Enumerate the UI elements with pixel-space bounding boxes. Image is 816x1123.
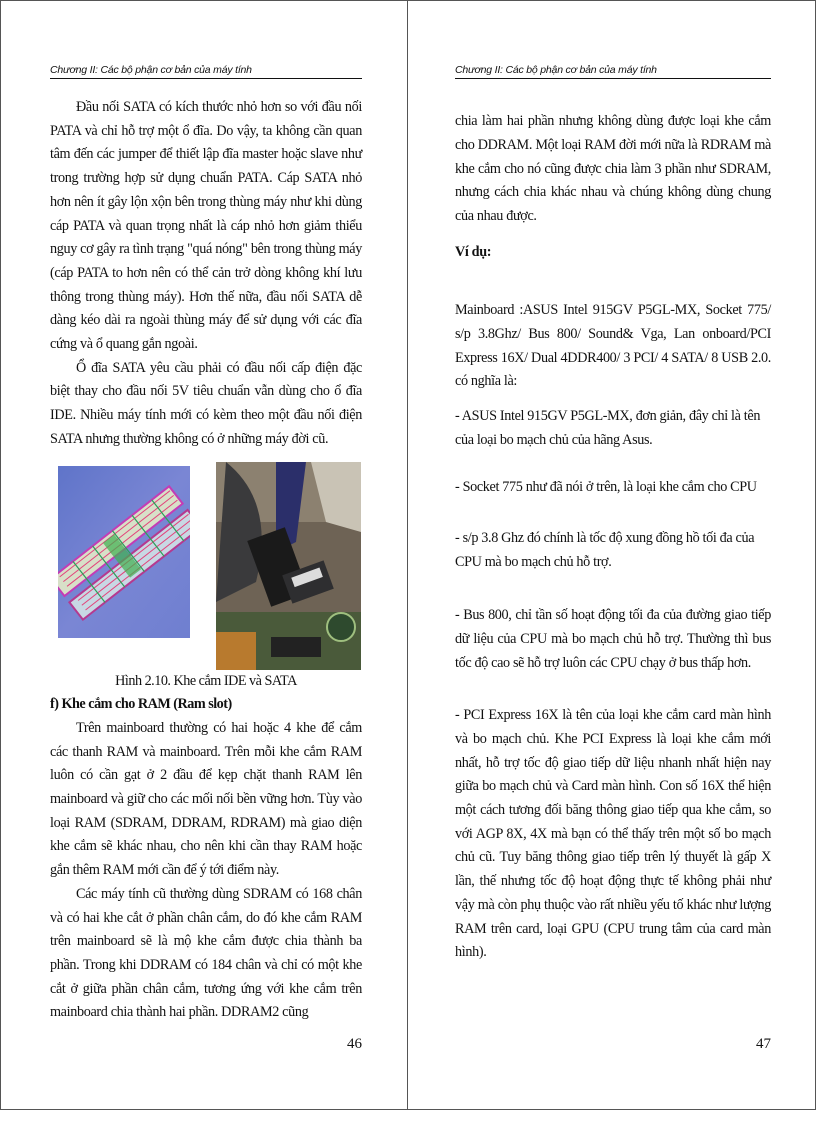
sata-connector-photo	[216, 462, 361, 670]
figure-caption: Hình 2.10. Khe cắm IDE và SATA	[115, 672, 297, 689]
paragraph: Mainboard :ASUS Intel 915GV P5GL-MX, Socket 775/ s/p 3.8Ghz/ Bus 800/ Sound& Vga, Lan onboard/PCI Express 16X/ Dual 4DDR400/ 3 PCI/ 4 SATA/ 8 USB 2.0. có nghĩa là:	[455, 302, 771, 390]
ram-slot-photo	[58, 466, 190, 638]
paragraph: chia làm hai phần nhưng không dùng được loại khe cắm cho DDRAM. Một loại RAM đời mới nữa là RDRAM mà khe cắm cho nó cũng được chia làm 3 phần như SDRAM, nhưng cách chia khác nhau và chúng không dùng chung của nhau được.	[455, 113, 771, 224]
list-item: - Bus 800, chỉ tần số hoạt động tối đa của đường giao tiếp dữ liệu của CPU mà bo mạch chủ hỗ trợ. Thường thì bus tốc độ cao sẽ hỗ trợ luôn các CPU chạy ở bus thấp hơn.	[455, 607, 771, 671]
section-heading: f) Khe cắm cho RAM (Ram slot)	[50, 696, 232, 713]
page-body	[50, 96, 362, 1025]
paragraph: Ổ đĩa SATA yêu cầu phải có đầu nối cấp điện đặc biệt thay cho đầu nối 5V tiêu chuẩn vẫn dùng cho ổ đĩa IDE. Nhiều máy tính mới có kèm theo một đầu nối điện SATA nhưng thường không có ở những máy đời cũ.	[50, 359, 362, 447]
figure	[50, 458, 362, 670]
page-number: 47	[756, 1036, 771, 1052]
paragraph: Đầu nối SATA có kích thước nhỏ hơn so với đầu nối PATA và chỉ hỗ trợ một ổ đĩa. Do vậy, ta không cần quan tâm đến các jumper để thiết lập đĩa master hoặc slave như trong trường hợp sử dụng chuẩn PATA. Cáp SATA nhỏ hơn nên ít gây lộn xộn bên trong thùng máy như khi dùng cáp PATA và quan trọng nhất là cáp nhỏ hơn giảm thiểu nguy cơ gây ra tình trạng "quá nóng" bên trong thùng máy (cáp PATA to hơn nên có thể cản trở dòng không khí lưu thông trong thùng máy). Hơn thế nữa, đầu nối SATA dễ dàng kéo dài ra ngoài thùng máy để sử dụng với các đĩa cứng và ổ quang gắn ngoài.	[50, 99, 362, 353]
list-item: - ASUS Intel 915GV P5GL-MX, đơn giản, đây chỉ là tên của loại bo mạch chủ của hãng Asus.	[455, 408, 761, 448]
page-divider	[407, 0, 408, 1110]
paragraph: Trên mainboard thường có hai hoặc 4 khe để cắm các thanh RAM và mainboard. Trên mỗi khe cắm RAM luôn có cần gạt ở 2 đầu để kẹp chặt thanh RAM lên mainboard và giữ cho các mối nối bền vững hơn. Tùy vào loại RAM (SDRAM, DDRAM, RDRAM) mà giao diện khe cắm sẽ khác nhau, cho nên khi cần thay RAM hoặc gắn thêm RAM mới cần để ý tới điểm này.	[50, 719, 362, 879]
page-header: Chương II: Các bộ phận cơ bản của máy tính	[50, 64, 362, 79]
list-item: - s/p 3.8 Ghz đó chính là tốc độ xung đồng hồ tối đa của CPU mà bo mạch chủ hỗ trợ.	[455, 530, 755, 570]
example-label: Ví dụ:	[455, 244, 492, 261]
paragraph: Các máy tính cũ thường dùng SDRAM có 168 chân và có hai khe cắt ở phần chân cắm, do đó khe cắm RAM trên mainboard sẽ là mộ khe cắm được chia thành ba phần. Trong khi DDRAM có 184 chân và chỉ có một khe cắt ở giữa phần chân cắm, tương ứng với khe cắm trên mainboard chia thành hai phần. DDRAM2 cũng	[50, 885, 362, 1021]
page-header: Chương II: Các bộ phận cơ bản của máy tính	[455, 64, 771, 79]
list-item: - Socket 775 như đã nói ở trên, là loại khe cắm cho CPU	[455, 479, 757, 496]
page-number: 46	[347, 1036, 362, 1052]
list-item: - PCI Express 16X là tên của loại khe cắm card màn hình và bo mạch chủ. Khe PCI Express là loại khe cắm mới nhất, hỗ trợ tốc độ giao tiếp dữ liệu nhanh nhất hiện nay giữa bo mạch chủ và Card màn hình. Con số 16X thể hiện một cách tương đối băng thông giao tiếp qua khe cắm, so với AGP 8X, 4X mà bạn có thể thấy trên một số bo mạch chủ cũ. Tuy băng thông giao tiếp trên lý thuyết là gấp X lần, thế nhưng tốc độ hoạt động thực tế không phải như vậy mà còn phụ thuộc vào rất nhiều yếu tố khác như lượng RAM trên card, loại GPU (CPU trung tâm của card màn hình).	[455, 707, 771, 961]
